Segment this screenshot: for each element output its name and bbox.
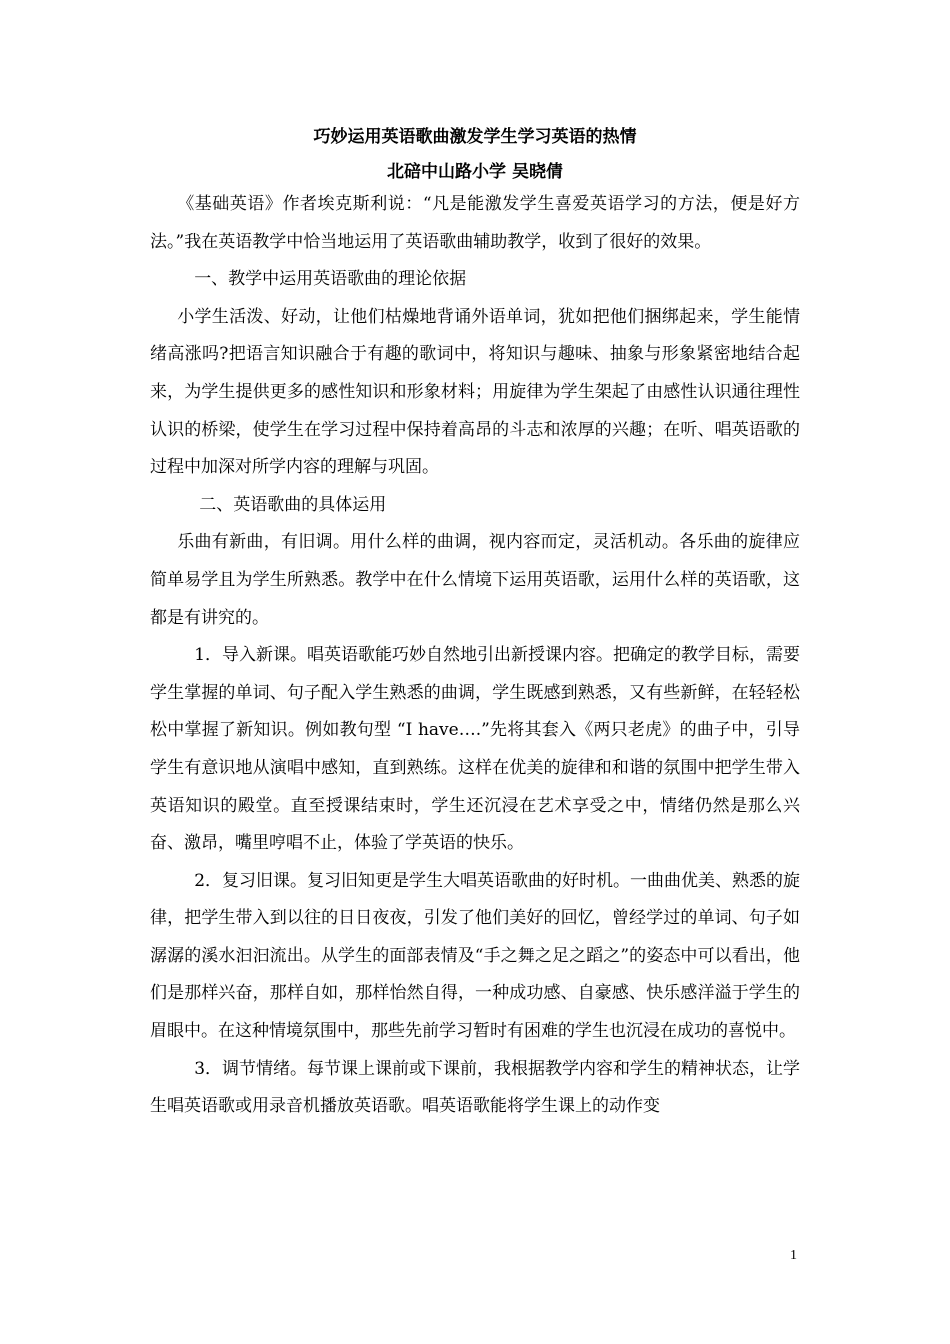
- list-item-paragraph: 2．复习旧课。复习旧知更是学生大唱英语歌曲的好时机。一曲曲优美、熟悉的旋律，把学生带入到以往的日日夜夜，引发了他们美好的回忆，曾经学过的单词、句子如潺潺的溪水汩汩流出。从学生的面部表情及“手之舞之足之蹈之”的姿态中可以看出，他们是那样兴奋，那样自如，那样怡然自得，一种成功感、自豪感、快乐感洋溢于学生的眉眼中。在这种情境氛围中，那些先前学习暂时有困难的学生也沉浸在成功的喜悦中。: [150, 870, 801, 1042]
- body-paragraph: 小学生活泼、好动，让他们枯燥地背诵外语单词，犹如把他们捆绑起来，学生能情绪高涨吗?把语言知识融合于有趣的歌词中，将知识与趣味、抽象与形象紧密地结合起来，为学生提供更多的感性知识和形象材料；用旋律为学生架起了由感性认识通往理性认识的桥梁，使学生在学习过程中保持着高昂的斗志和浓厚的兴趣；在听、唱英语歌的过程中加深对所学内容的理解与巩固。: [150, 306, 800, 478]
- page-number: 1: [790, 1248, 797, 1263]
- intro-paragraph: 《基础英语》作者埃克斯利说：“凡是能激发学生喜爱英语学习的方法，便是好方法。”我在英语教学中恰当地运用了英语歌曲辅助教学，收到了很好的效果。: [150, 194, 800, 252]
- section-heading-1: 一、教学中运用英语歌曲的理论依据: [194, 269, 467, 290]
- author-line: 北碚中山路小学 吴晓倩: [387, 162, 563, 182]
- body-paragraph: 乐曲有新曲，有旧调。用什么样的曲调，视内容而定，灵活机动。各乐曲的旋律应简单易学且为学生所熟悉。教学中在什么情境下运用英语歌，运用什么样的英语歌，这都是有讲究的。: [150, 532, 800, 628]
- document-body: [150, 186, 800, 1126]
- list-item-paragraph: 3．调节情绪。每节课上课前或下课前，我根据教学内容和学生的精神状态，让学生唱英语歌或用录音机播放英语歌。唱英语歌能将学生课上的动作变: [150, 1058, 801, 1117]
- list-item-paragraph: 1．导入新课。唱英语歌能巧妙自然地引出新授课内容。把确定的教学目标，需要学生掌握的单词、句子配入学生熟悉的曲调，学生既感到熟悉，又有些新鲜，在轻轻松松中掌握了新知识。例如教句型 “I have….”先将其套入《两只老虎》的曲子中，引导学生有意识地从演唱中感知，直到熟练。这样在优美的旋律和和谐的氛围中把学生带入英语知识的殿堂。直至授课结束时，学生还沉浸在艺术享受之中，情绪仍然是那么兴奋、激昂，嘴里哼唱不止，体验了学英语的快乐。: [150, 645, 801, 854]
- document-title: 巧妙运用英语歌曲激发学生学习英语的热情: [313, 127, 637, 147]
- section-heading-2: 二、英语歌曲的具体运用: [199, 494, 387, 515]
